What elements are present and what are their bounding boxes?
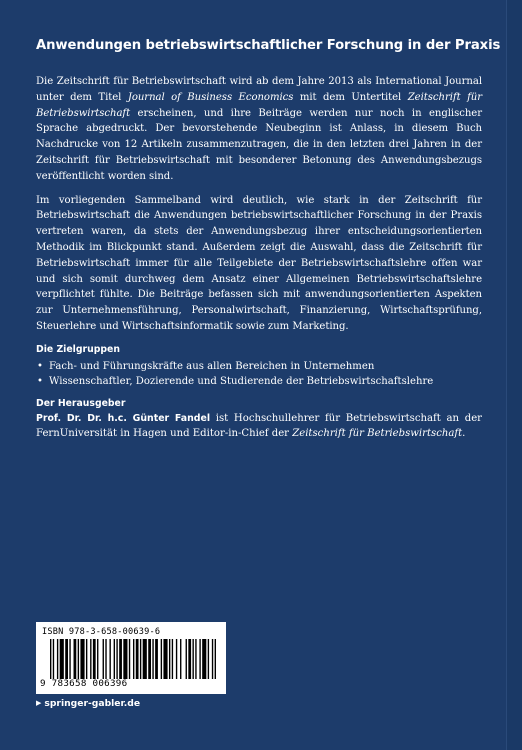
barcode-bar [212,639,213,679]
barcode-bar [140,639,141,679]
barcode-bar [169,639,170,679]
barcode-bar [105,639,106,679]
barcode-bar [202,639,206,679]
target-groups-list [36,359,482,389]
barcode-bar [148,639,151,679]
barcode-bar [123,639,127,679]
barcode-bar [86,639,87,679]
barcode-bar [195,639,196,679]
barcode-bar [161,639,162,679]
barcode-bar [109,639,110,679]
barcode-bar [90,639,91,679]
barcode-bar [119,639,122,679]
isbn-label: ISBN 978-3-658-00639-6 [42,627,161,637]
barcode-bar [155,639,158,679]
barcode-bar [69,639,70,679]
barcode-bar [180,639,181,679]
editor-heading: Der Herausgeber [36,397,126,409]
barcode-bar [188,639,191,679]
barcode-bar [57,639,58,679]
barcode-bar [199,639,200,679]
barcode-bar [116,639,117,679]
barcode-bar [136,639,139,679]
barcode-bar [93,639,96,679]
blurb-content [36,74,482,442]
barcode-bar [74,639,77,679]
editor-name: Prof. Dr. Dr. h.c. Günter Fandel [36,412,211,424]
barcode-bar [152,639,153,679]
barcode-bar [97,639,98,679]
barcode-bar [143,639,147,679]
description-paragraph: Im vorliegenden Sammelband wird deutlich, wie stark in der Zeitschrift für Betriebswirtschaft die Anwendungen betriebswirtschaftlicher Forschung in der Praxis vertreten waren, da stets der Anwendungsbezug ihrer entscheidungsorientierten Methodik im Blickpunkt stand. Außerdem zeigt die Auswahl, dass die Zeitschrift für Betriebswirtschaft immer für alle Teilgebiete der Betriebswirtschaftslehre offen war und sich somit durchweg dem Ansatz einer Allgemeinen Betriebswirtschaftslehre verpflichtet fühlte. Die Beiträge befassen sich mit anwendungsorientierten Aspekten zur Unternehmensführung, Personalwirtschaft, Finanzierung, Wirtschaftsprüfung, Steuerlehre und Wirtschaftsinformatik sowie zum Marketing. [36,194,482,332]
barcode-bar [176,639,177,679]
target-groups-heading: Die Zielgruppen [36,343,120,355]
book-title: Anwendungen betriebswirtschaftlicher Forschung in der Praxis [36,38,501,53]
barcode-digits: 9 783658 006396 [40,678,128,689]
barcode-bar [65,639,68,679]
barcode-bar [114,639,115,679]
editor-text: ist Hochschullehrer für Betriebswirtschaft an der FernUniversität in Hagen und Editor-in-Chief der [36,412,482,440]
editor-journal: Zeitschrift für Betriebswirtschaft [292,428,463,440]
publisher-website [36,698,140,709]
website-label: springer-gabler.de [44,698,141,709]
journal-title-en: Journal of Business Economics [127,91,294,103]
barcode-bar [60,639,64,679]
arrow-right-icon: ▶ [36,699,42,707]
intro-text-2: mit dem Untertitel [293,91,408,103]
barcode-bar [103,639,104,679]
spine-edge [506,0,522,750]
barcode-bars [50,639,216,679]
journal-subtitle: Zeitschrift für Betriebswirtschaft [36,91,482,119]
editor-end: . [462,428,466,440]
barcode-bar [133,639,134,679]
editor-bio [36,411,482,442]
intro-text-1: Die Zeitschrift für Betriebswirtschaft wird ab dem Jahre 2013 als International Journal unter dem Titel [36,76,482,103]
barcode-bar [186,639,187,679]
barcode-bar [53,639,54,679]
barcode-bar [163,639,167,679]
barcode-bar [215,639,216,679]
barcode-bar [208,639,209,679]
barcode-bar [172,639,173,679]
list-item: • Wissenschaftler, Dozierende und Studierende der Betriebswirtschaftslehre [36,374,482,389]
isbn-barcode [36,622,226,694]
barcode-bar [80,639,84,679]
barcode-bar [78,639,79,679]
barcode-bar [192,639,193,679]
barcode-bar [129,639,130,679]
list-item: • Fach- und Führungskräfte aus allen Bereichen in Unternehmen [36,359,482,374]
intro-paragraph [36,74,482,185]
barcode-bar [50,639,51,679]
intro-text-3: erscheinen, und ihre Beiträge werden nur noch in englischer Sprache abgedruckt. Der bevorstehende Neubeginn ist Anlass, in diesem Buch Nachdrucke von 12 Artikeln zusammenzutragen, die in den letzten drei Jahren in der Zeitschrift für Betriebswirtschaft mit besonderer Betonung des Anwendungsbezugs veröffentlicht worden sind. [36,107,482,182]
